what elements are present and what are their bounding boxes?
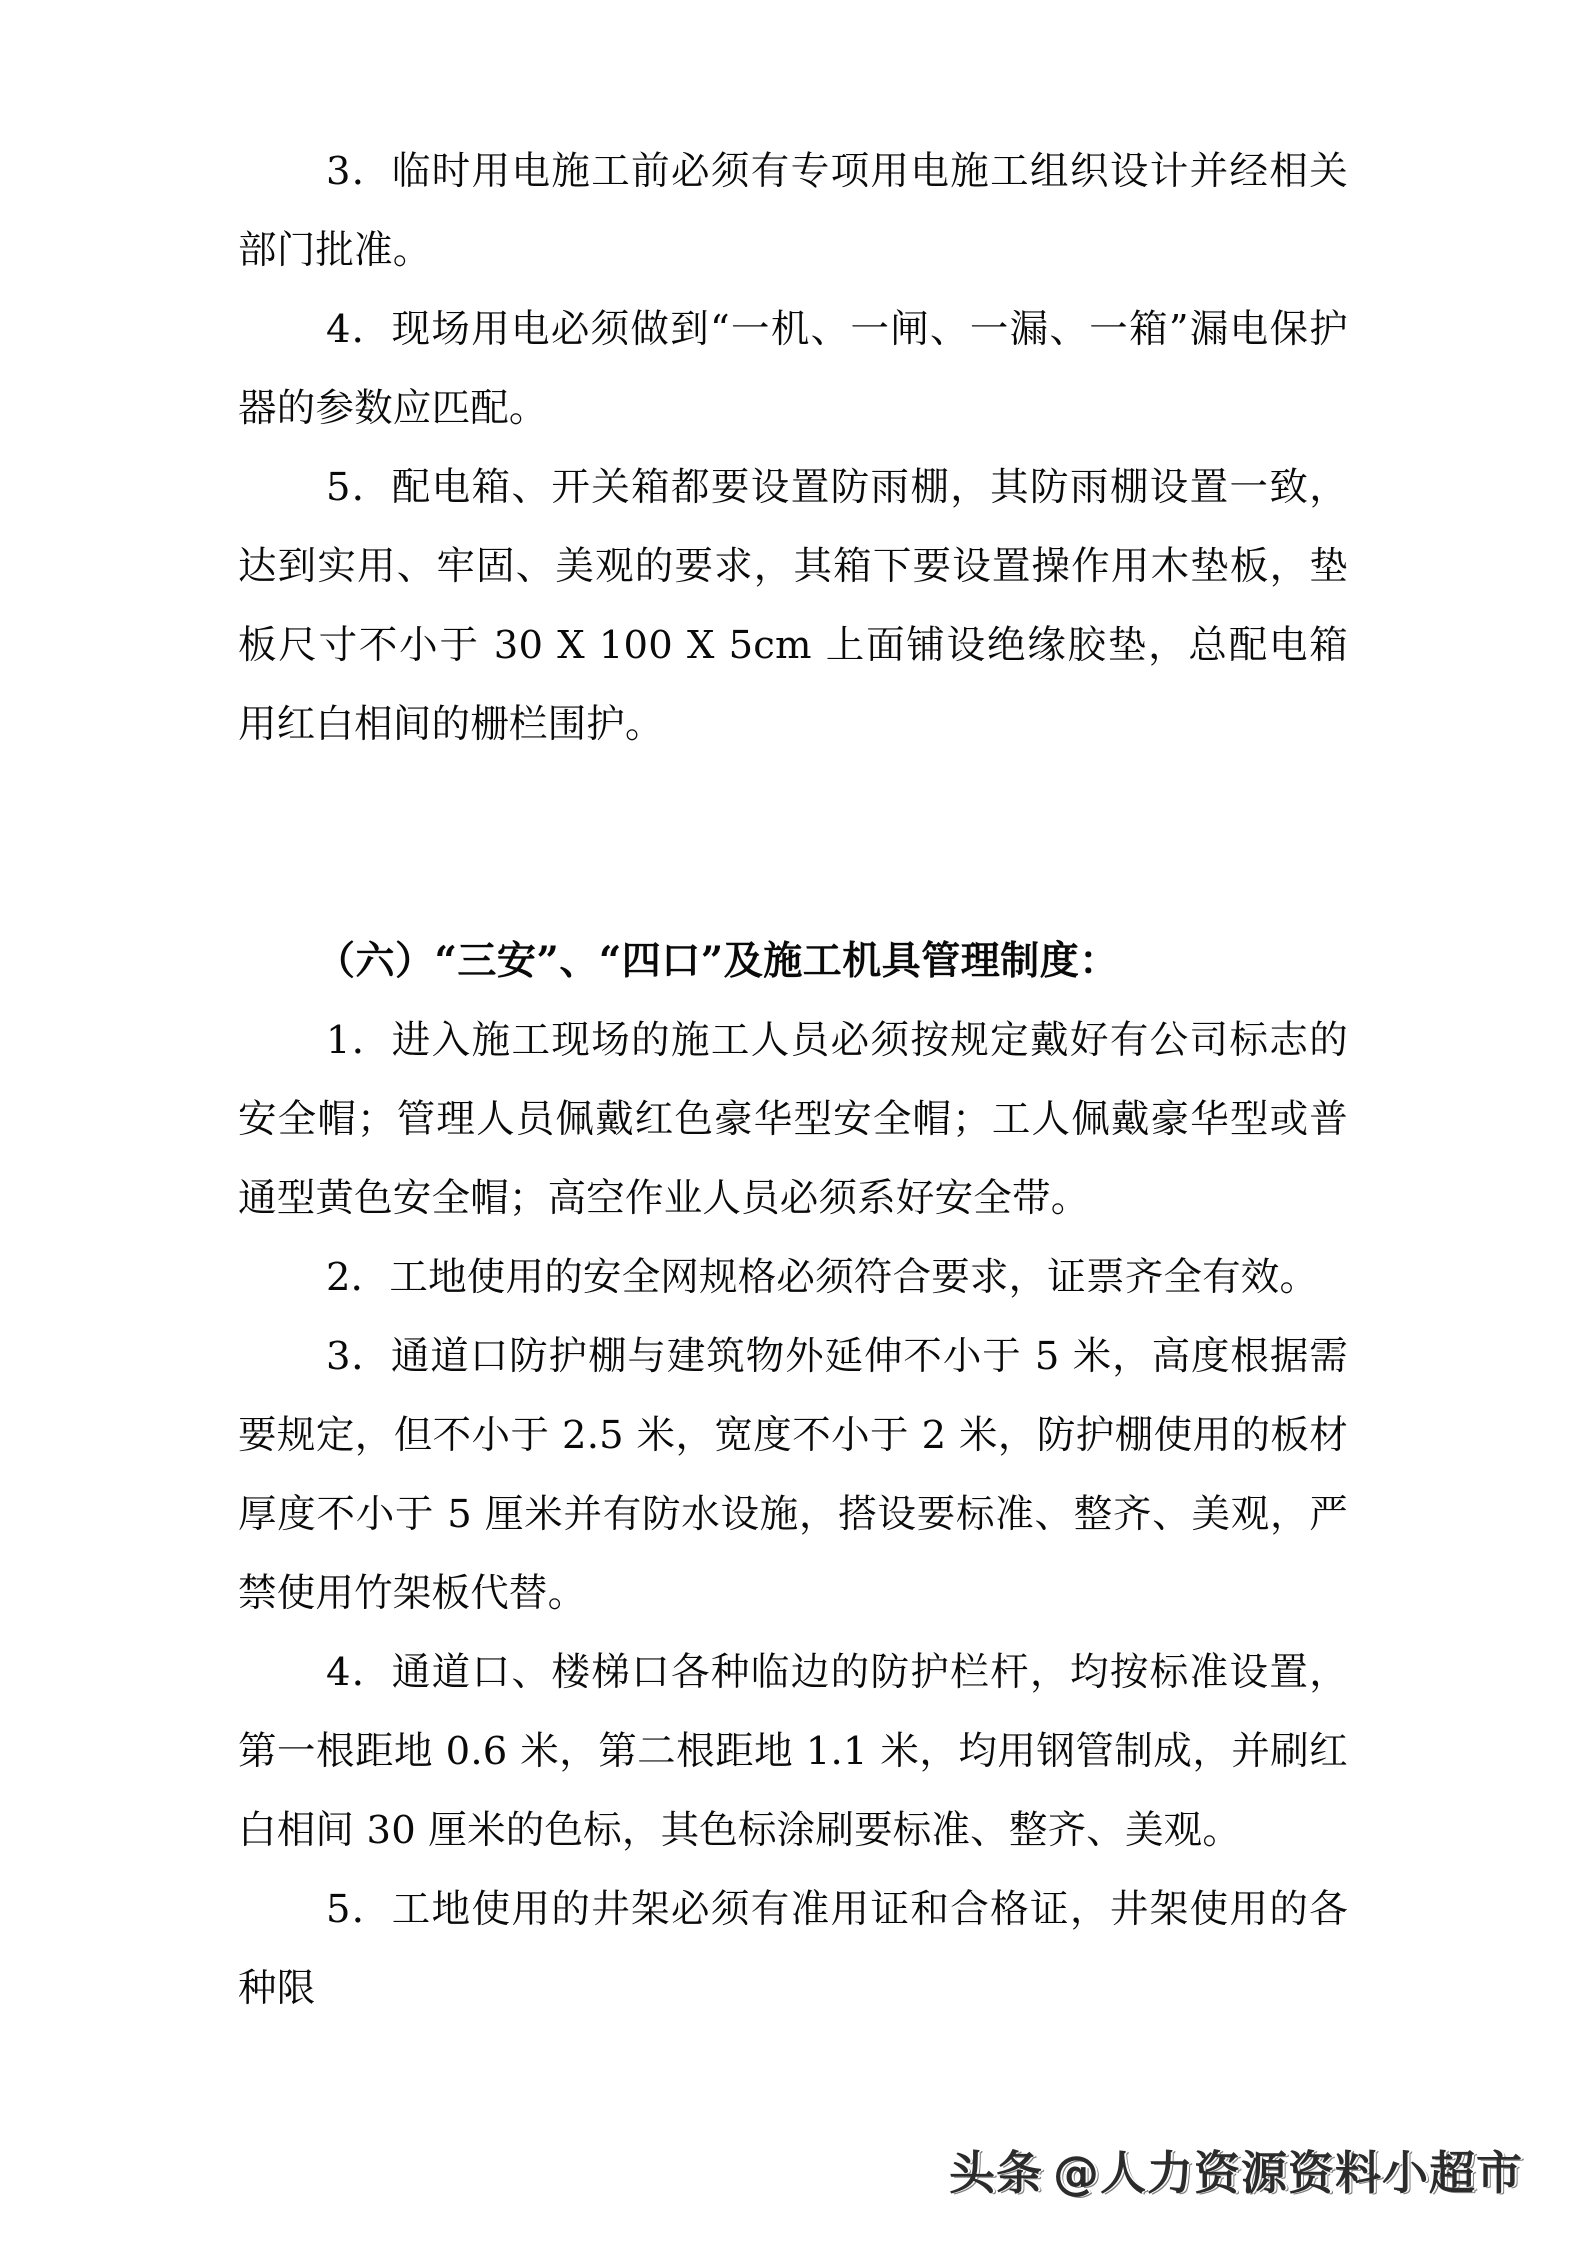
paragraph-sec6-item-4-guardrail: 4．通道口、楼梯口各种临边的防护栏杆，均按标准设置，第一根距地 0.6 米，第二根距地 1.1 米，均用钢管制成，并刷红白相间 30 厘米的色标，其色标涂刷要标准、整齐、美观。 — [238, 1650, 1348, 1853]
document-body — [238, 132, 1348, 2028]
section-heading-six: （六）“三安”、“四口”及施工机具管理制度： — [316, 938, 1119, 984]
paragraph-sec6-item-3-passage-canopy: 3．通道口防护棚与建筑物外延伸不小于 5 米，高度根据需要规定，但不小于 2.5 米，宽度不小于 2 米，防护棚使用的板材厚度不小于 5 厘米并有防水设施，搭设要标准、整齐、美观，严禁使用竹架板代替。 — [238, 1334, 1348, 1616]
paragraph-item-4-site-power: 4．现场用电必须做到“一机、一闸、一漏、一箱”漏电保护器的参数应匹配。 — [238, 307, 1348, 431]
watermark-account: @人力资源资料小超市 — [1053, 2146, 1523, 2200]
paragraph-sec6-item-5-hoist-frame: 5．工地使用的井架必须有准用证和合格证，井架使用的各种限 — [238, 1887, 1348, 2011]
paragraph-sec6-item-2-safety-net: 2．工地使用的安全网规格必须符合要求，证票齐全有效。 — [326, 1255, 1319, 1300]
section-spacer — [238, 764, 1348, 922]
watermark-footer — [949, 2137, 1523, 2203]
watermark-brand: 头条 — [949, 2146, 1043, 2200]
paragraph-item-3-temp-power: 3．临时用电施工前必须有专项用电施工组织设计并经相关部门批准。 — [238, 149, 1348, 273]
paragraph-item-5-distribution-box: 5．配电箱、开关箱都要设置防雨棚，其防雨棚设置一致，达到实用、牢固、美观的要求，其箱下要设置操作用木垫板，垫板尺寸不小于 30 X 100 X 5cm 上面铺设绝缘胶垫，总配电箱用红白相间的栅栏围护。 — [238, 465, 1348, 747]
paragraph-sec6-item-1-helmet: 1．进入施工现场的施工人员必须按规定戴好有公司标志的安全帽；管理人员佩戴红色豪华型安全帽；工人佩戴豪华型或普通型黄色安全帽；高空作业人员必须系好安全带。 — [238, 1018, 1348, 1221]
